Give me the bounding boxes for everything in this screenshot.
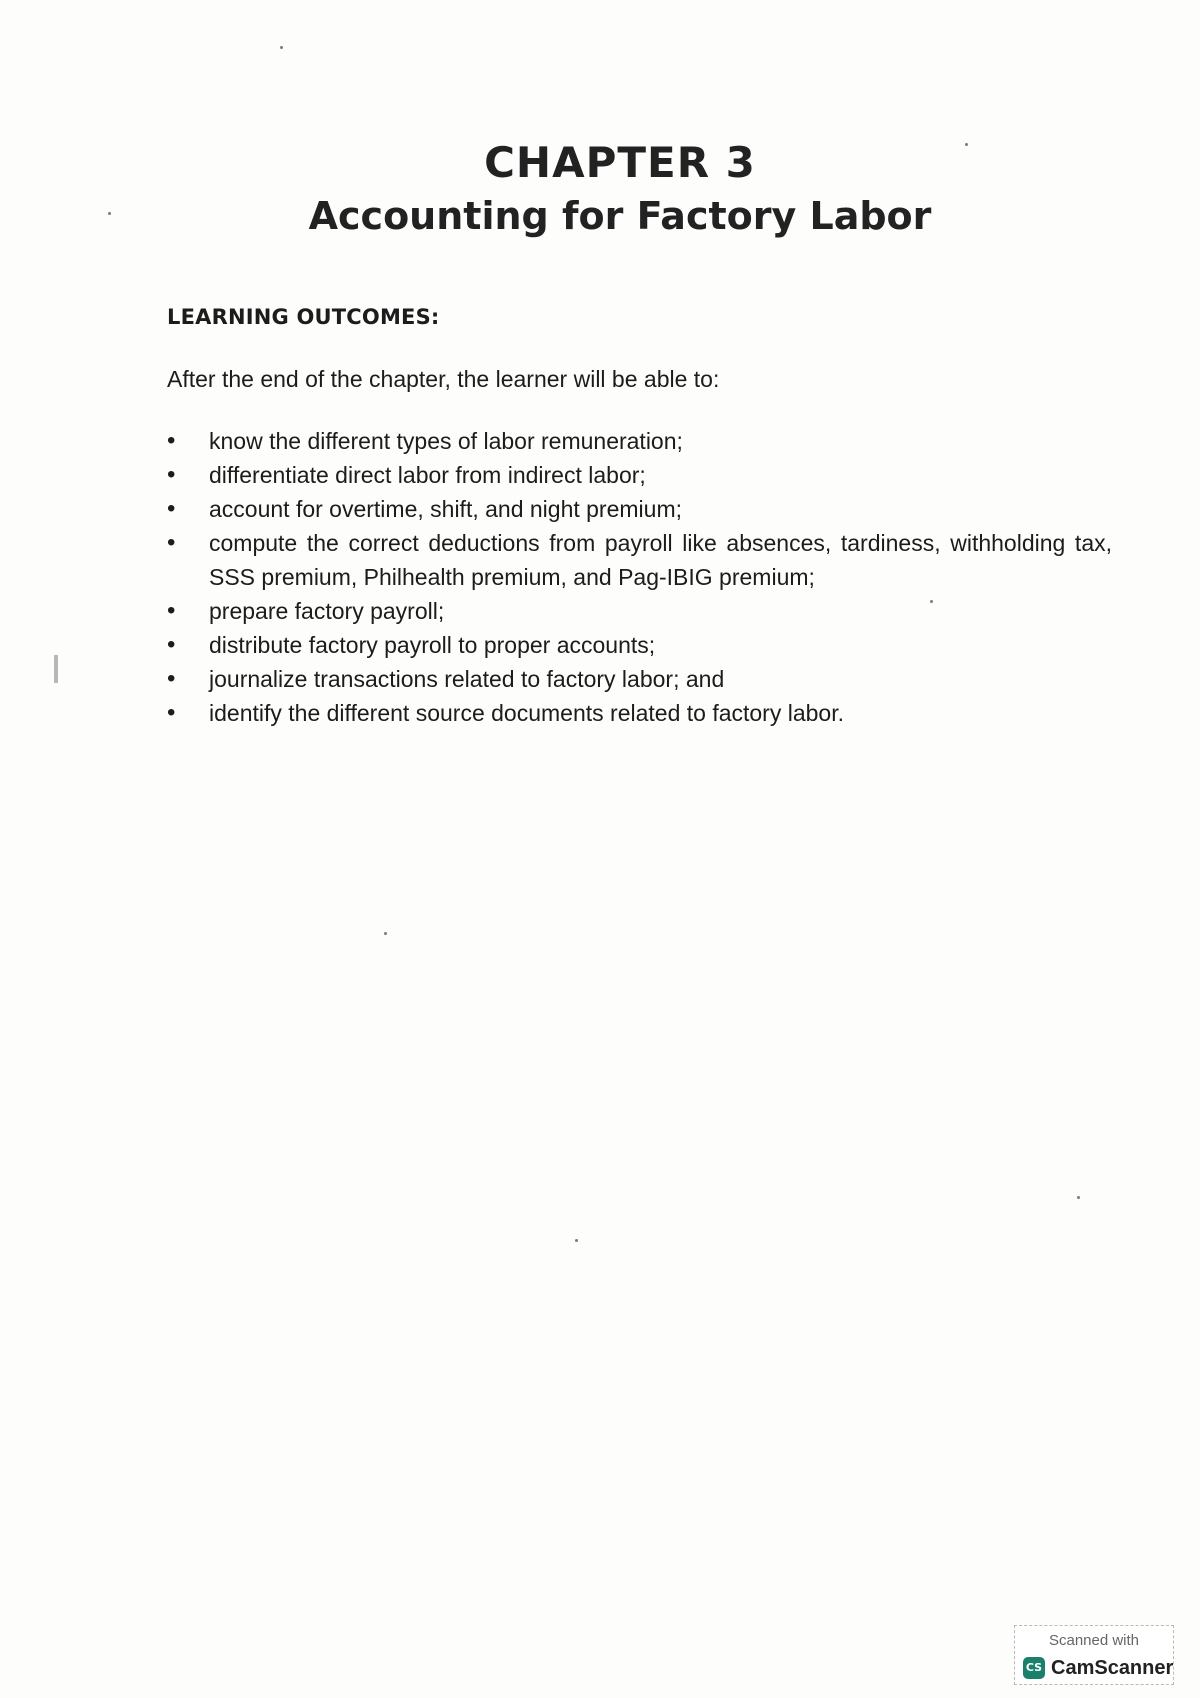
chapter-title: Accounting for Factory Labor (308, 194, 932, 238)
list-item (167, 594, 1112, 628)
list-item-text: differentiate direct labor from indirect labor; (209, 462, 646, 488)
list-item-text: distribute factory payroll to proper accounts; (209, 632, 656, 658)
list-item-text: account for overtime, shift, and night premium; (209, 496, 682, 522)
chapter-heading (0, 136, 1200, 242)
list-item-text: know the different types of labor remuneration; (209, 428, 683, 454)
outcomes-list (167, 424, 1112, 730)
scan-edge-mark (54, 655, 58, 683)
camscanner-logo-icon: CS (1023, 1657, 1045, 1679)
scan-speck (384, 932, 387, 935)
list-item (167, 526, 1112, 594)
bullet-icon: • (167, 699, 176, 726)
learning-outcomes-section (167, 300, 1112, 730)
list-item (167, 628, 1112, 662)
bullet-icon: • (167, 495, 176, 522)
list-item (167, 424, 1112, 458)
watermark-brand: CamScanner (1051, 1657, 1174, 1679)
list-item (167, 458, 1112, 492)
list-item (167, 662, 1112, 696)
camscanner-watermark (1014, 1625, 1174, 1685)
bullet-icon: • (167, 665, 176, 692)
watermark-caption: Scanned with (1048, 1632, 1140, 1649)
section-heading: LEARNING OUTCOMES: (167, 305, 440, 329)
list-item-text: journalize transactions related to factory labor; and (209, 666, 725, 692)
scan-speck (280, 46, 283, 49)
list-item (167, 696, 1112, 730)
intro-text: After the end of the chapter, the learner will be able to: (167, 366, 720, 392)
bullet-icon: • (167, 529, 176, 556)
bullet-icon: • (167, 427, 176, 454)
list-item-text: prepare factory payroll; (209, 598, 445, 624)
bullet-icon: • (167, 597, 176, 624)
list-item-text: compute the correct deductions from payroll like absences, tardiness, withholding tax, SSS premium, Philhealth premium, and Pag-IBIG premium; (209, 530, 1112, 590)
bullet-icon: • (167, 631, 176, 658)
list-item (167, 492, 1112, 526)
scan-speck (575, 1239, 578, 1242)
chapter-number: CHAPTER 3 (484, 138, 756, 187)
list-item-text: identify the different source documents related to factory labor. (209, 700, 844, 726)
bullet-icon: • (167, 461, 176, 488)
scan-speck (1077, 1196, 1080, 1199)
